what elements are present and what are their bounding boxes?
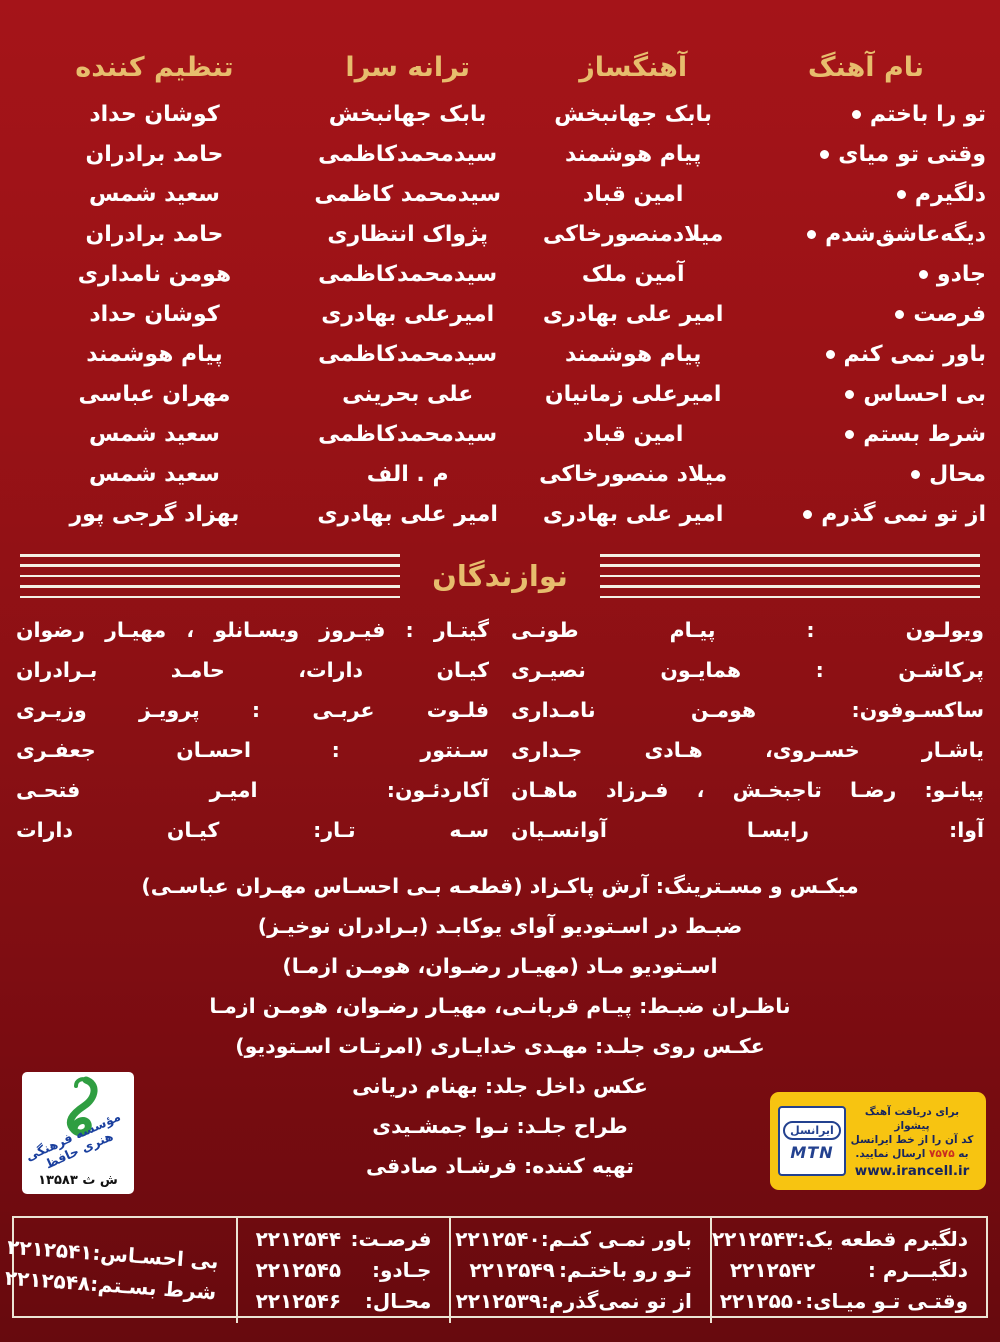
song-name-text: دلگیرم [914, 181, 986, 207]
instruction-line-1: برای دریافت آهنگ پیشواز [864, 1105, 960, 1132]
ringtone-code-row [455, 1224, 692, 1255]
song-name-item [746, 174, 986, 214]
musician-credit-line: فلـوت عربـی : پرویـز وزیـری [16, 698, 489, 722]
musician-credit-line: یاشـار خسـروی، هـادی جـداری [511, 738, 984, 762]
production-credit-line: اسـتودیو مـاد (مهیـار رضـوان، هومـن ازمـا) [282, 954, 718, 978]
ringtone-code: ۲۲۱۲۵۴۲ [729, 1258, 816, 1282]
ringtone-group-2 [451, 1218, 711, 1323]
song-credits-table [14, 40, 986, 534]
ringtone-group-3 [238, 1218, 452, 1323]
lyricist-item: سیدمحمدکاظمی [318, 141, 498, 167]
production-credit-line: ضبـط در اسـتودیو آوای یوکابـد (بـرادران نوخیـز) [257, 914, 743, 938]
bullet-dot-icon [807, 230, 816, 239]
bullet-dot-icon [845, 390, 854, 399]
arranger-item: مهران عباسی [78, 381, 231, 407]
ringtone-code: ۲۲۱۲۵۴۸ [4, 1265, 92, 1296]
ringtone-codes-table [4, 1216, 988, 1318]
lyricist-item: امیر علی بهادری [317, 501, 498, 527]
lyricist-item: سیدمحمدکاظمی [318, 421, 498, 447]
ringtone-code: ۲۲۱۲۵۴۰ [455, 1227, 541, 1251]
ringtone-code-row [469, 1255, 691, 1286]
bullet-dot-icon [895, 310, 904, 319]
lyricist-item: علی بحرینی [342, 381, 474, 407]
song-name-item [746, 334, 986, 374]
production-credit-line: عکس داخل جلد: بهنام دریانی [352, 1074, 648, 1098]
arranger-item: حامد برادران [85, 141, 224, 167]
composer-item: میلادمنصورخاکی [542, 221, 724, 247]
bullet-dot-icon [820, 150, 829, 159]
production-credit-line: طراح جلـد: نـوا جمشـیدی [372, 1114, 628, 1138]
mtn-irancell-badge [778, 1106, 846, 1176]
musician-credit-line: سـنتور : احسـان جعفـری [16, 738, 489, 762]
musician-credit-line: ساکسـوفون: هومـن نامـداری [511, 698, 984, 722]
lyricist-item: م . الف [366, 461, 449, 487]
irancell-brand-fa: ایرانسل [783, 1121, 841, 1140]
ringtone-label: جـادو: [371, 1258, 432, 1282]
ringtone-code-row [719, 1286, 968, 1317]
arranger-list [14, 94, 295, 534]
ringtone-code-row [455, 1286, 692, 1317]
ringtone-instructions [846, 1105, 978, 1178]
composer-item: امیر علی بهادری [542, 301, 724, 327]
musicians-right-column [511, 610, 984, 850]
lyricist-item: امیرعلی بهادری [321, 301, 495, 327]
song-name-text: بی احساس [863, 381, 986, 407]
arranger-item: بهزاد گرجی پور [69, 501, 240, 527]
column-header-song-name: نام آهنگ [807, 51, 925, 83]
musician-credit-line: پرکاشـن : همایـون نصیـری [511, 658, 984, 682]
musician-credit-line: گیتـار : فیـروز ویسـانلو ، مهیـار رضوان [16, 618, 489, 642]
song-name-text: جادو [936, 261, 986, 287]
staff-lines-icon [600, 554, 980, 598]
musician-credit-line: ویولـون : پیـام طونـی [511, 618, 984, 642]
song-name-item [746, 494, 986, 534]
lyricist-item: سیدمحمد کاظمی [314, 181, 502, 207]
ringtone-code-row [256, 1224, 432, 1255]
musicians-divider [20, 552, 980, 600]
song-name-item [746, 134, 986, 174]
ringtone-label: محـال: [364, 1289, 432, 1313]
bullet-dot-icon [845, 430, 854, 439]
musician-credit-line: پیانـو: رضـا تاجبخـش ، فـرزاد ماهـان [511, 778, 984, 802]
column-arranger [14, 40, 295, 534]
musician-credit-line: آکاردئـون: امیـر فتحـی [16, 778, 489, 802]
lyricist-list [295, 94, 521, 534]
song-name-text: باور نمی کنم [843, 341, 986, 367]
arranger-item: حامد برادران [85, 221, 224, 247]
ringtone-label: دلگیرم قطعه یک: [797, 1227, 968, 1251]
lyricist-item: بابک جهانبخش [328, 101, 487, 127]
ringtone-group-4 [4, 1218, 238, 1323]
ringtone-label: از تو نمی‌گذرم: [541, 1289, 692, 1313]
production-credit-line: عکـس روی جلـد: مهـدی خدایـاری (امرتـات اسـتودیو) [235, 1034, 765, 1058]
ringtone-label: شرط بسـتم: [89, 1271, 218, 1304]
arranger-item: کوشان حداد [89, 101, 220, 127]
production-credit-line: تهیه کننده: فرشـاد صادقی [366, 1154, 634, 1178]
song-name-text: فرصت [913, 301, 986, 327]
song-name-item [746, 214, 986, 254]
column-header-composer: آهنگساز [579, 51, 688, 83]
composer-item: امیرعلی زمانیان [544, 381, 722, 407]
ringtone-group-1 [712, 1218, 986, 1323]
song-name-item [746, 414, 986, 454]
registration-number: ش ث ۱۳۵۸۳ [38, 1173, 118, 1188]
bullet-dot-icon [852, 110, 861, 119]
arranger-item: هومن نامداری [77, 261, 232, 287]
ringtone-code: ۲۲۱۲۵۴۳ [711, 1227, 798, 1251]
production-credit-line: میکـس و مسـترینگ: آرش پاکـزاد (قطعـه بـی احسـاس مهـران عباسـی) [141, 874, 859, 898]
composer-item: امیر علی بهادری [542, 501, 724, 527]
song-name-text: دیگه‌عاشق‌شدم [825, 221, 986, 247]
mtn-brand-en: MTN [790, 1142, 834, 1162]
ringtone-label: تـو رو باختـم: [559, 1258, 692, 1282]
ringtone-code: ۲۲۱۲۵۴۴ [255, 1227, 342, 1251]
composer-item: پیام هوشمند [564, 141, 702, 167]
arranger-item: پیام هوشمند [86, 341, 223, 367]
bullet-dot-icon [803, 510, 812, 519]
ringtone-label: باور نمـی کنـم: [540, 1227, 692, 1251]
song-name-text: از تو نمی گذرم [821, 501, 986, 527]
ringtone-code-row [730, 1255, 968, 1286]
bullet-dot-icon [919, 270, 928, 279]
lyricist-item: سیدمحمدکاظمی [318, 341, 498, 367]
column-header-arranger: تنظیم کننده [75, 51, 234, 83]
arranger-item: سعید شمس [89, 421, 220, 447]
column-header-lyricist: ترانه سرا [345, 51, 471, 83]
composer-item: میلاد منصورخاکی [539, 461, 728, 487]
bullet-dot-icon [911, 470, 920, 479]
column-song-names [746, 40, 986, 534]
ringtone-code-row [256, 1255, 432, 1286]
musician-credit-line: کیـان دارات، حامـد بـرادران [16, 658, 489, 682]
ringtone-code: ۲۲۱۲۵۴۱ [6, 1234, 94, 1265]
arranger-item: سعید شمس [89, 461, 220, 487]
musicians-section-title: نوازندگان [432, 559, 568, 593]
song-name-item [746, 254, 986, 294]
lyricist-item: پژواک انتظاری [327, 221, 488, 247]
musician-credit-line: آوا: رایسـا آوانسـیان [511, 818, 984, 842]
lyricist-item: سیدمحمدکاظمی [318, 261, 498, 287]
song-name-item [746, 94, 986, 134]
irancell-logo [770, 1092, 986, 1190]
song-name-text: محال [929, 461, 986, 487]
song-name-list [746, 94, 986, 534]
arranger-item: کوشان حداد [89, 301, 220, 327]
song-name-text: شرط بستم [863, 421, 986, 447]
song-name-item [746, 294, 986, 334]
ringtone-label: بی احسـاس: [91, 1240, 220, 1273]
song-name-text: تو را باختم [869, 101, 986, 127]
ringtone-code: ۲۲۱۲۵۴۵ [255, 1258, 342, 1282]
ringtone-code: ۲۲۱۲۵۵۰ [719, 1289, 806, 1313]
composer-item: امین قباد [582, 181, 684, 207]
ringtone-code: ۲۲۱۲۵۴۶ [255, 1289, 342, 1313]
composer-item: بابک جهانبخش [554, 101, 713, 127]
song-name-item [746, 454, 986, 494]
composer-item: پیام هوشمند [564, 341, 702, 367]
instruction-line-3: به ۷۵۷۵ ارسال نمایید. [855, 1147, 969, 1160]
composer-item: امین قباد [582, 421, 684, 447]
bullet-dot-icon [897, 190, 906, 199]
ringtone-label: وقتـی تـو میـای: [805, 1289, 968, 1313]
composer-item: آمین ملک [581, 261, 685, 287]
sms-number: ۷۵۷۵ [928, 1147, 955, 1160]
song-name-item [746, 374, 986, 414]
bullet-dot-icon [826, 350, 835, 359]
ringtone-group-4-inner [4, 1233, 220, 1308]
ringtone-label: دلگیـــرم : [867, 1258, 968, 1282]
ringtone-code-row [256, 1286, 432, 1317]
production-credit-line: ناظـران ضبـط: پیـام قربانـی، مهیـار رضـوان، هومـن ازمـا [209, 994, 791, 1018]
arranger-item: سعید شمس [89, 181, 220, 207]
ringtone-code: ۲۲۱۲۵۴۹ [469, 1258, 555, 1282]
musicians-block [16, 610, 984, 850]
column-composer [520, 40, 746, 534]
musician-credit-line: سـه تـار: کیـان دارات [16, 818, 489, 842]
staff-lines-icon [20, 554, 400, 598]
column-lyricist [295, 40, 521, 534]
ringtone-code-row [711, 1224, 968, 1255]
hafez-institute-logo [22, 1072, 134, 1194]
composer-list [520, 94, 746, 534]
irancell-url: www.irancell.ir [854, 1162, 970, 1179]
ringtone-code: ۲۲۱۲۵۳۹ [455, 1289, 542, 1313]
institute-name: مؤسسه فرهنگی هنری حافظ [23, 1108, 123, 1172]
musicians-left-column [16, 610, 489, 850]
song-name-text: وقتی تو میای [838, 141, 986, 167]
ringtone-label: فرصـت: [350, 1227, 432, 1251]
instruction-line-2: کد آن را از خط ایرانسل [850, 1133, 974, 1146]
